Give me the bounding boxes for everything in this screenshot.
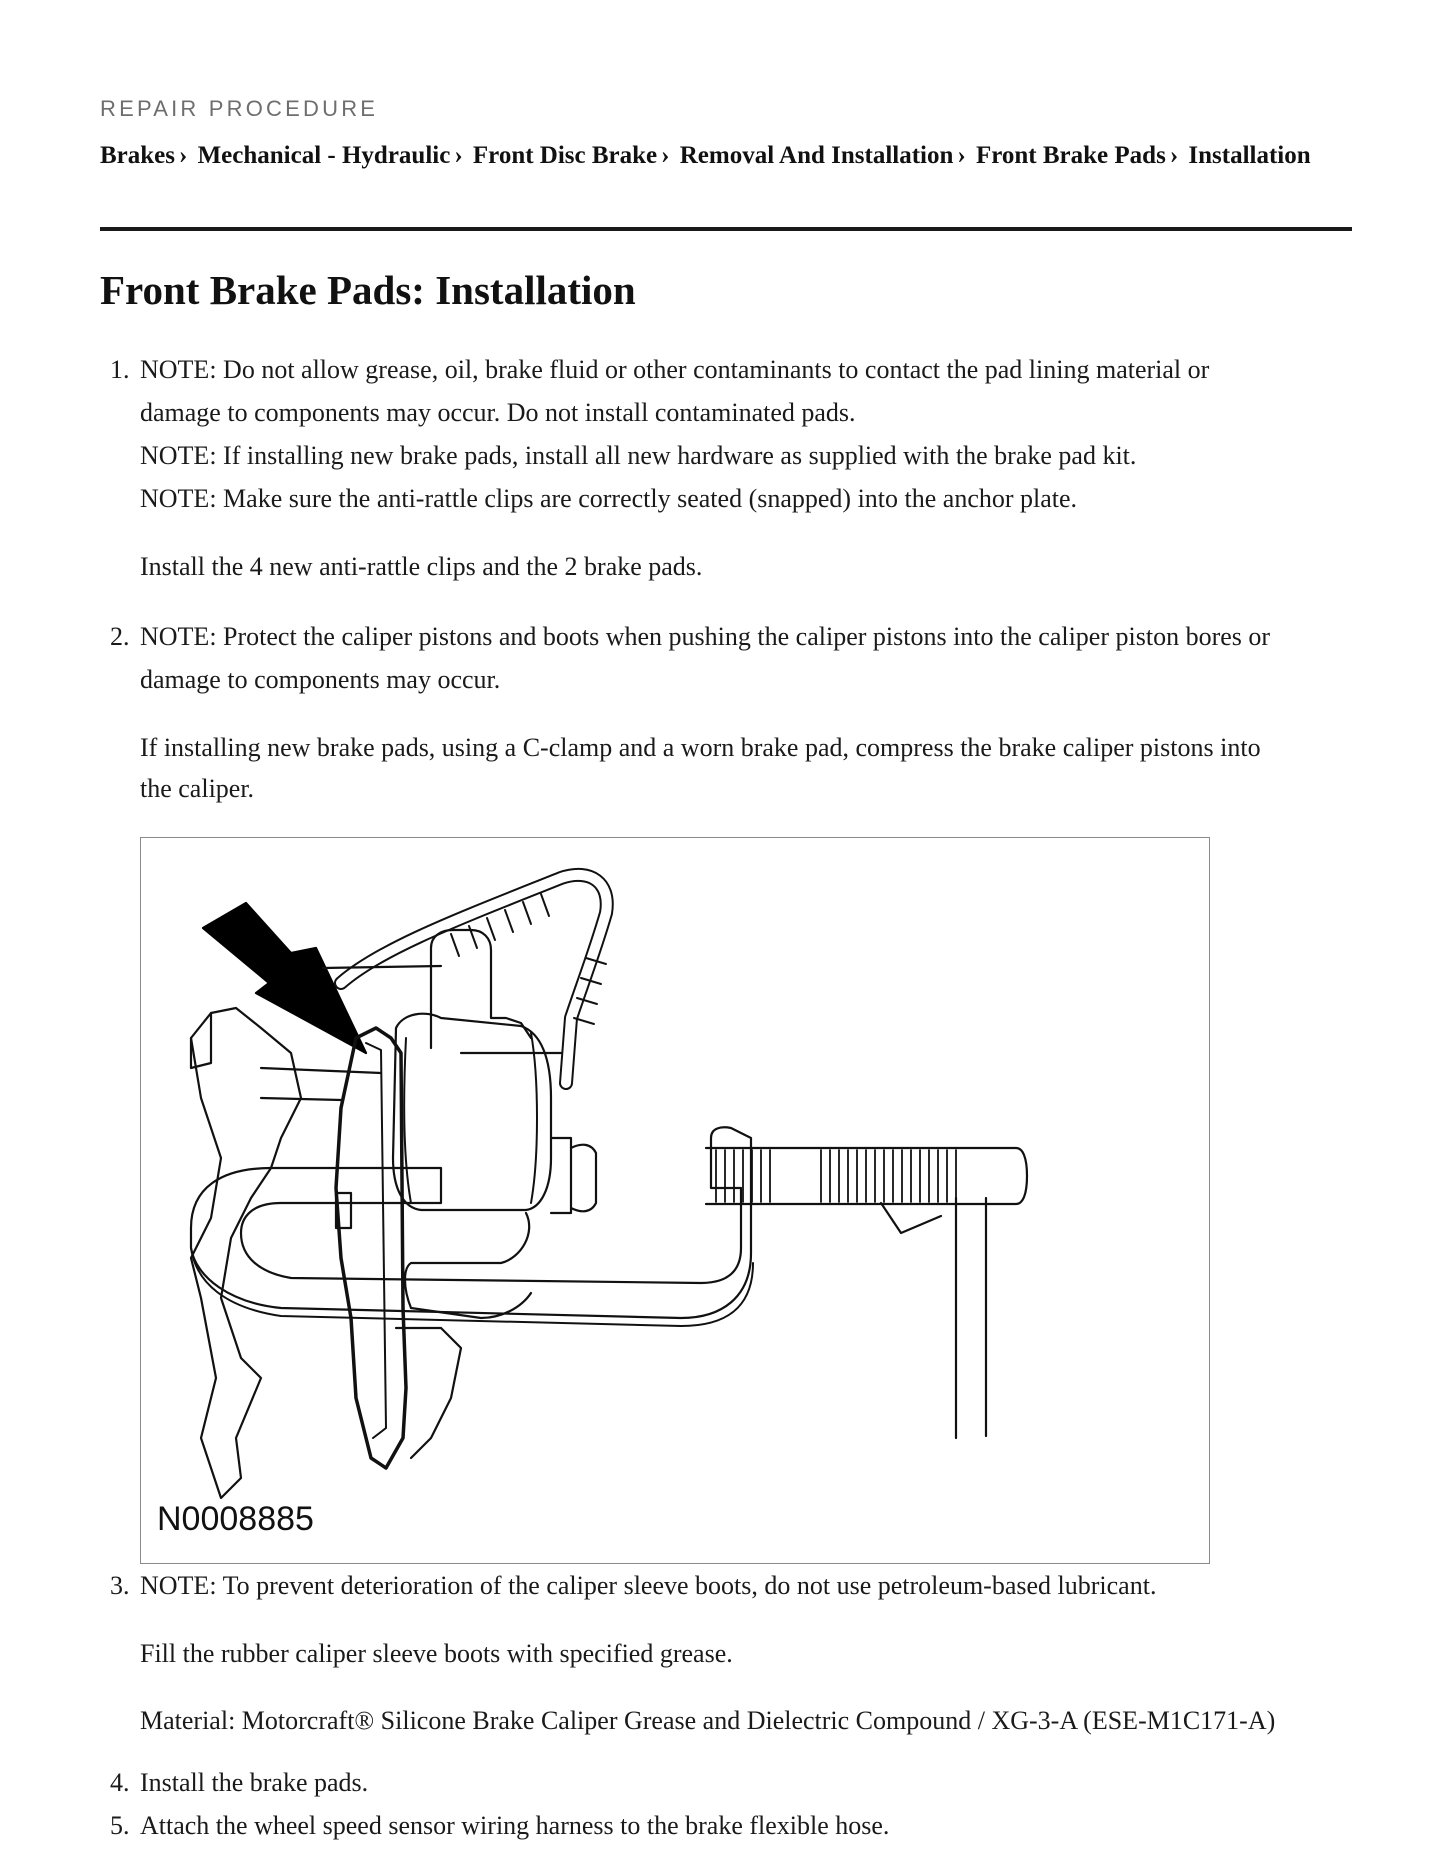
step-text: Install the brake pads. bbox=[140, 1768, 369, 1797]
breadcrumb-separator: › bbox=[1169, 142, 1179, 169]
step-note: damage to components may occur. bbox=[140, 665, 501, 694]
breadcrumb-item-mechanical-hydraulic[interactable]: Mechanical - Hydraulic bbox=[197, 142, 451, 169]
breadcrumb-item-installation[interactable]: Installation bbox=[1188, 142, 1311, 169]
step-note: damage to components may occur. Do not install contaminated pads. bbox=[140, 398, 856, 427]
step-number: 5. bbox=[110, 1811, 130, 1840]
step-number: 2. bbox=[110, 622, 130, 651]
step-2 bbox=[100, 615, 1352, 1564]
caliper-body bbox=[393, 1014, 551, 1210]
step-instruction: Install the 4 new anti-rattle clips and the 2 brake pads. bbox=[140, 552, 703, 581]
procedure-steps bbox=[100, 348, 1352, 1847]
breadcrumb-separator: › bbox=[454, 142, 463, 169]
c-clamp-illustration bbox=[140, 837, 1210, 1564]
step-text: Attach the wheel speed sensor wiring harness to the brake flexible hose. bbox=[140, 1811, 890, 1840]
breadcrumb-item-brakes[interactable]: Brakes bbox=[100, 142, 175, 169]
step-note: NOTE: If installing new brake pads, install all new hardware as supplied with the brake pad kit. bbox=[140, 441, 1137, 470]
step-note: NOTE: Do not allow grease, oil, brake fluid or other contaminants to contact the pad lining material or bbox=[140, 355, 1210, 384]
step-instruction-line: If installing new brake pads, using a C-clamp and a worn brake pad, compress the brake caliper pistons into bbox=[140, 733, 1261, 762]
step-3 bbox=[100, 1564, 1352, 1741]
step-number: 1. bbox=[110, 355, 130, 384]
step-5 bbox=[100, 1804, 1352, 1847]
step-note: NOTE: Protect the caliper pistons and boots when pushing the caliper pistons into the caliper piston bores or bbox=[140, 622, 1271, 651]
breadcrumb-separator: › bbox=[957, 142, 966, 169]
caliper-bracket bbox=[431, 930, 531, 1048]
header-divider bbox=[100, 227, 1352, 231]
breadcrumb-item-removal-installation[interactable]: Removal And Installation bbox=[679, 142, 954, 169]
page-title: Front Brake Pads: Installation bbox=[100, 267, 636, 313]
figure-id: N0008885 bbox=[157, 1500, 314, 1538]
breadcrumb-item-front-disc-brake[interactable]: Front Disc Brake bbox=[472, 142, 658, 169]
step-instruction-line: the caliper. bbox=[140, 774, 255, 803]
step-4 bbox=[100, 1761, 1352, 1804]
step-number: 3. bbox=[110, 1571, 130, 1600]
step-instruction: Fill the rubber caliper sleeve boots with specified grease. bbox=[140, 1639, 733, 1668]
breadcrumb-separator: › bbox=[179, 142, 188, 169]
step-instruction bbox=[140, 727, 1352, 809]
step-number: 4. bbox=[110, 1768, 130, 1797]
step-material: Material: Motorcraft® Silicone Brake Caliper Grease and Dielectric Compound / XG-3-A (ESE-M1C171-A) bbox=[140, 1706, 1276, 1735]
breadcrumb-item-front-brake-pads[interactable]: Front Brake Pads bbox=[975, 142, 1166, 169]
caliper-compression-drawing bbox=[141, 838, 1211, 1565]
step-1 bbox=[100, 348, 1352, 587]
screw-threads bbox=[716, 1150, 956, 1202]
section-kicker: REPAIR PROCEDURE bbox=[100, 96, 379, 121]
step-note: NOTE: Make sure the anti-rattle clips are correctly seated (snapped) into the anchor plate. bbox=[140, 484, 1078, 513]
t-handle bbox=[956, 1198, 986, 1438]
breadcrumb-separator: › bbox=[661, 142, 670, 169]
step-note: NOTE: To prevent deterioration of the caliper sleeve boots, do not use petroleum-based lubricant. bbox=[140, 1571, 1157, 1600]
breadcrumb bbox=[100, 136, 1340, 175]
